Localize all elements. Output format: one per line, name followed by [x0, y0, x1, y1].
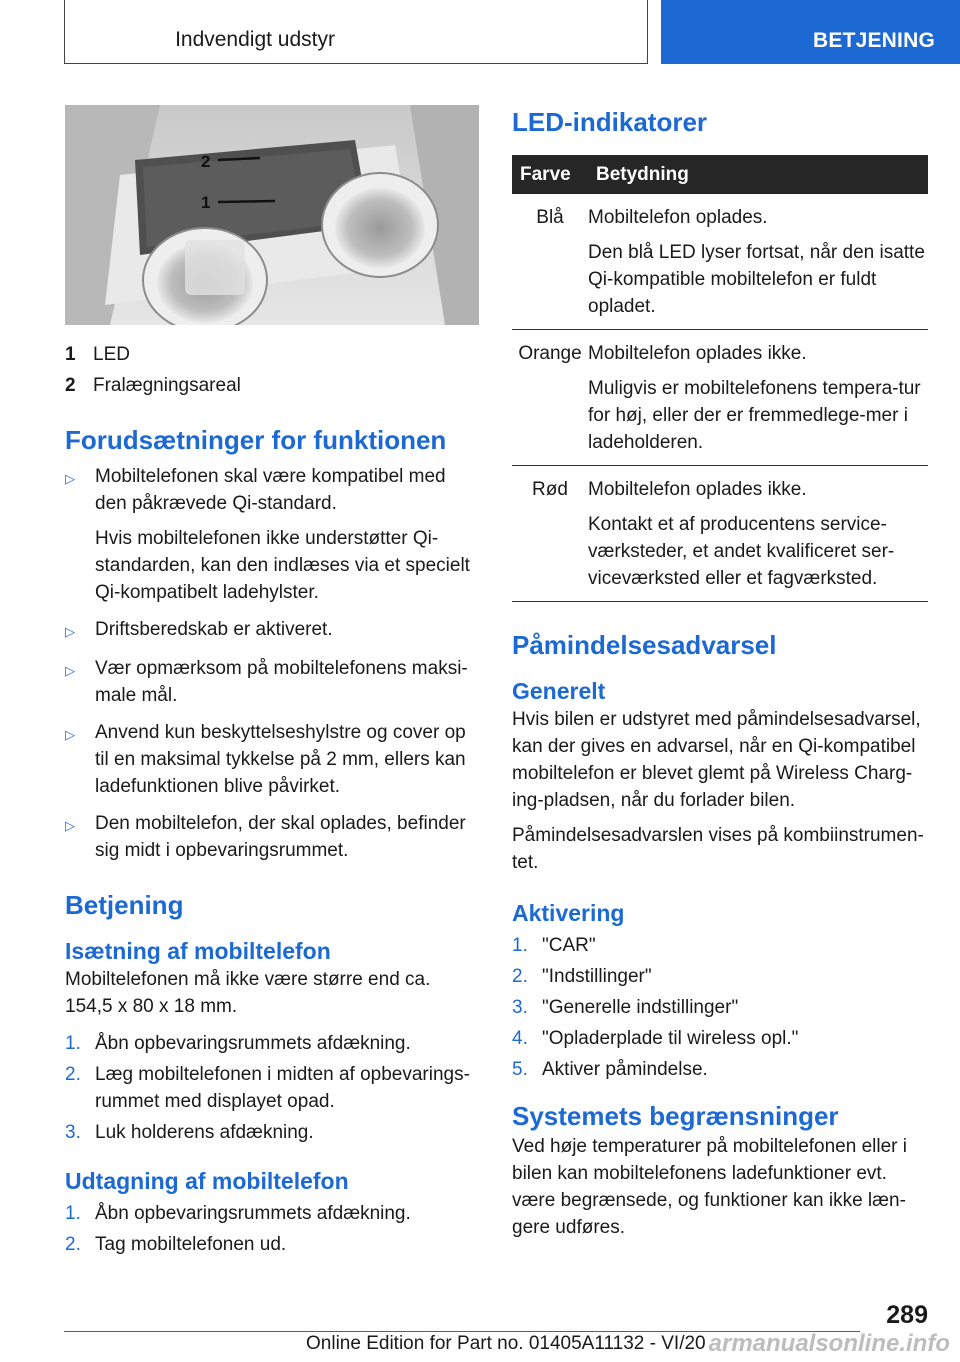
list-item [65, 1231, 479, 1258]
list-item [512, 994, 928, 1021]
step-text: Aktiver påmindelse. [542, 1059, 708, 1080]
step-number: 2. [512, 966, 528, 987]
isaetning-steps [65, 1030, 479, 1146]
charging-tray-figure [65, 105, 479, 325]
table-header-row [512, 155, 928, 194]
bullet-text: Vær opmærksom på mobiltelefonens maksi-male mål. [95, 658, 468, 706]
bullet-text: Driftsberedskab er aktiveret. [95, 619, 333, 640]
step-number: 3. [512, 997, 528, 1018]
begraensninger-paragraph: Ved høje temperaturer på mobiltelefonen eller i bilen kan mobiltelefonens ladefunktioner evt. være begrænsede, og funktioner kan ikke læn-gere udføres. [512, 1136, 908, 1238]
step-text: Læg mobiltelefonen i midten af opbevarings-rummet med displayet opad. [95, 1064, 470, 1112]
step-text: "Opladerplade til wireless opl." [542, 1028, 799, 1049]
triangle-bullet-icon: ▷ [65, 727, 75, 742]
figure-legend [65, 339, 479, 401]
bullet-extra-text: Hvis mobiltelefonen ikke understøtter Qi-standarden, kan den indlæses via et specielt Qi-kompatibelt ladehylster. [95, 528, 470, 603]
step-text: Luk holderens afdækning. [95, 1122, 314, 1143]
step-text: "Generelle indstillinger" [542, 997, 739, 1018]
callout-2: 2 [201, 152, 211, 171]
footer-edition: Online Edition for Part no. 01405A11132 - VI/20 [306, 1333, 706, 1354]
triangle-bullet-icon: ▷ [65, 818, 75, 833]
heading-led-indikatorer: LED-indikatorer [512, 107, 708, 137]
heading-paamindelse: Påmindelsesadvarsel [512, 630, 777, 660]
led-meaning-cell [588, 330, 928, 466]
isaetning-intro: Mobiltelefonen må ikke være større end ca. 154,5 x 80 x 18 mm. [65, 969, 431, 1017]
step-text: "CAR" [542, 935, 596, 956]
led-color-cell: Blå [512, 194, 588, 330]
heading-udtagning: Udtagning af mobiltelefon [65, 1168, 349, 1194]
step-number: 4. [512, 1028, 528, 1049]
list-item [512, 1025, 928, 1052]
generelt-paragraph-1: Hvis bilen er udstyret med påmindelsesadvarsel, kan der gives en advarsel, når en Qi-kompatibel mobiltelefon er blevet glemt på Wireless Charg-ing-pladsen, når du forlader bilen. [512, 709, 921, 811]
charging-tray-illustration [65, 105, 479, 325]
step-text: Åbn opbevaringsrummets afdækning. [95, 1203, 411, 1224]
legend-number: 1 [65, 344, 76, 365]
triangle-bullet-icon: ▷ [65, 624, 75, 639]
list-item [65, 463, 479, 606]
aktivering-steps [512, 932, 928, 1083]
left-column [65, 105, 479, 1262]
right-column [512, 105, 928, 1241]
meaning-detail: Kontakt et af producentens service-værksteder, et andet kvalificeret ser-viceværksted eller et fagværksted. [588, 514, 895, 589]
callout-1: 1 [201, 193, 211, 212]
step-number: 5. [512, 1059, 528, 1080]
bullet-text: Den mobiltelefon, der skal oplades, befinder sig midt i opbevaringsrummet. [95, 813, 466, 861]
list-item [512, 932, 928, 959]
page-number: 289 [886, 1301, 928, 1329]
legend-label: Fralægningsareal [93, 375, 241, 396]
header-section-box [64, 0, 648, 64]
list-item [65, 719, 479, 800]
list-item [65, 1200, 479, 1227]
led-meaning-cell [588, 466, 928, 602]
led-color-cell: Rød [512, 466, 588, 602]
heading-begraensninger: Systemets begrænsninger [512, 1101, 839, 1131]
list-item [65, 810, 479, 864]
list-item [65, 616, 479, 645]
meaning-detail: Den blå LED lyser fortsat, når den isatte Qi-kompatible mobiltelefon er fuldt opladet. [588, 242, 925, 317]
column-header-farve: Farve [512, 155, 588, 194]
watermark: armanualsonline.info [708, 1330, 950, 1357]
list-item [512, 1056, 928, 1083]
led-meaning-cell [588, 194, 928, 330]
table-row [512, 466, 928, 602]
header-section-title: Indvendigt udstyr [175, 28, 335, 51]
list-item [65, 1061, 479, 1115]
led-table [512, 155, 928, 602]
led-color-cell: Orange [512, 330, 588, 466]
step-text: "Indstillinger" [542, 966, 652, 987]
triangle-bullet-icon: ▷ [65, 663, 75, 678]
meaning-text: Mobiltelefon oplades. [588, 207, 768, 228]
legend-label: LED [93, 344, 130, 365]
legend-number: 2 [65, 375, 76, 396]
heading-isaetning: Isætning af mobiltelefon [65, 938, 331, 964]
meaning-text: Mobiltelefon oplades ikke. [588, 479, 807, 500]
heading-generelt: Generelt [512, 678, 606, 704]
legend-item [65, 339, 479, 370]
bullet-text: Anvend kun beskyttelseshylstre og cover op til en maksimal tykkelse på 2 mm, ellers kan ladefunktionen blive påvirket. [95, 722, 466, 797]
step-number: 1. [65, 1033, 81, 1054]
table-row [512, 330, 928, 466]
step-number: 3. [65, 1122, 81, 1143]
meaning-text: Mobiltelefon oplades ikke. [588, 343, 807, 364]
list-item [65, 1119, 479, 1146]
heading-betjening: Betjening [65, 890, 184, 920]
generelt-paragraph-2: Påmindelsesadvarslen vises på kombiinstrumen-tet. [512, 825, 924, 873]
step-number: 1. [65, 1203, 81, 1224]
legend-item [65, 370, 479, 401]
column-header-betydning: Betydning [588, 155, 928, 194]
heading-aktivering: Aktivering [512, 900, 625, 926]
table-row [512, 194, 928, 330]
triangle-bullet-icon: ▷ [65, 471, 75, 486]
prerequisites-list [65, 463, 479, 864]
list-item [512, 963, 928, 990]
step-number: 2. [65, 1234, 81, 1255]
meaning-detail: Muligvis er mobiltelefonens tempera-tur for høj, eller der er fremmedlege-mer i ladeholderen. [588, 378, 921, 453]
step-number: 2. [65, 1064, 81, 1085]
heading-forudsaetninger: Forudsætninger for funktionen [65, 425, 447, 455]
step-text: Åbn opbevaringsrummets afdækning. [95, 1033, 411, 1054]
list-item [65, 655, 479, 709]
bullet-text: Mobiltelefonen skal være kompatibel med den påkrævede Qi-standard. [95, 466, 446, 514]
step-number: 1. [512, 935, 528, 956]
step-text: Tag mobiltelefonen ud. [95, 1234, 287, 1255]
udtagning-steps [65, 1200, 479, 1258]
list-item [65, 1030, 479, 1057]
header-chapter-tab: BETJENING [661, 0, 960, 64]
